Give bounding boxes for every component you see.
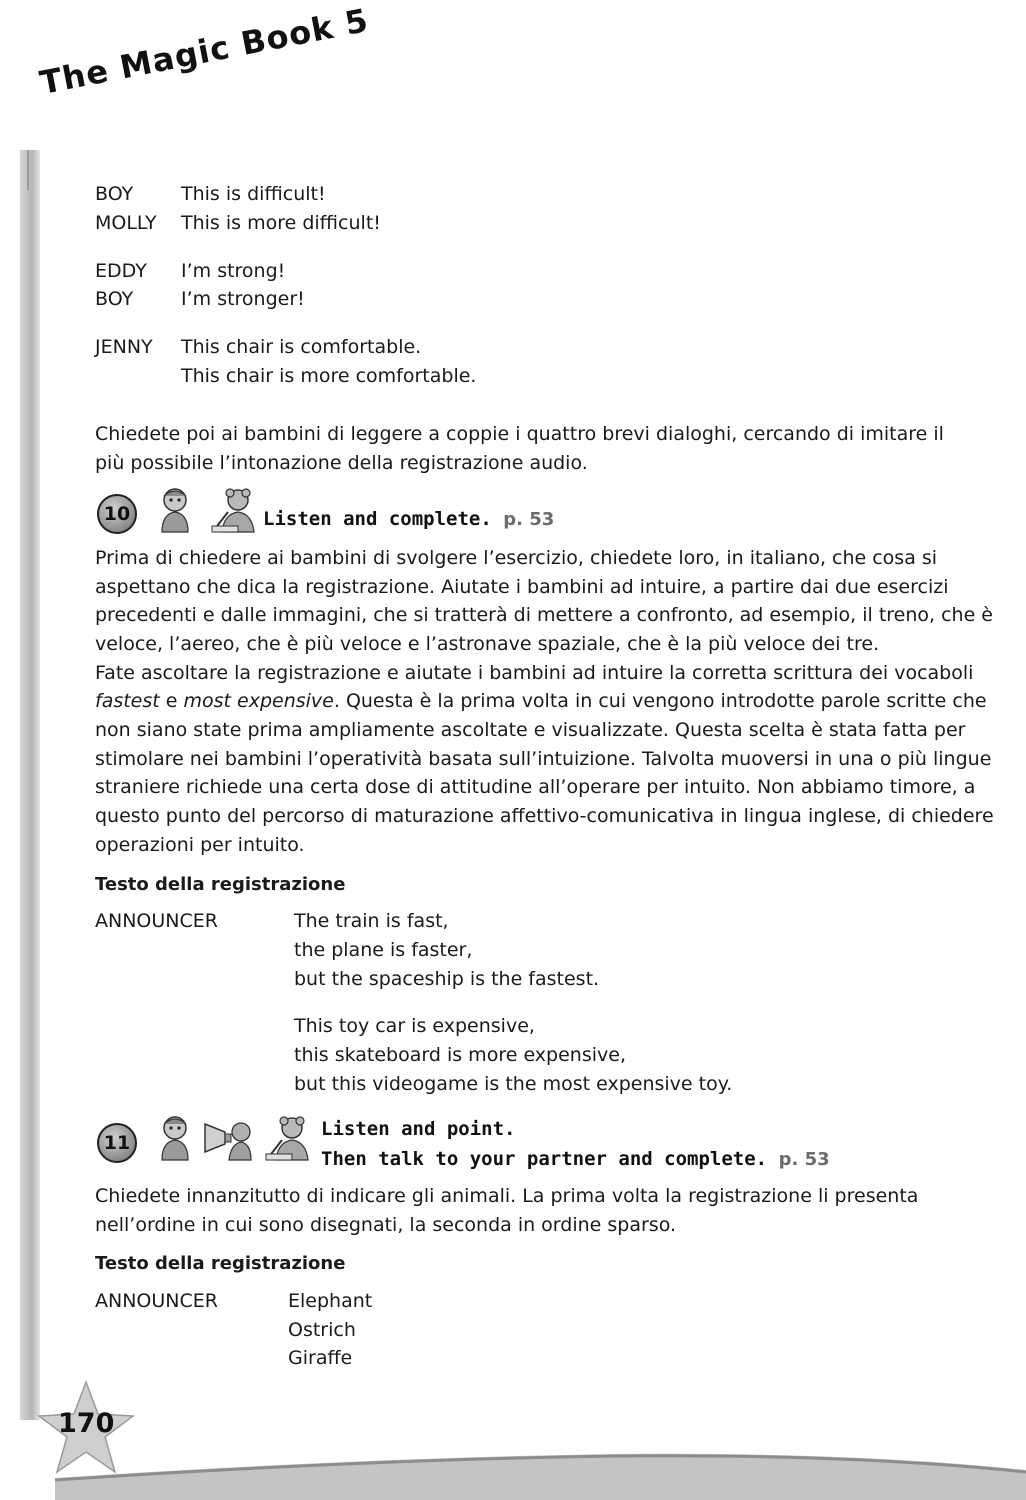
page-reference: p. 53 [778, 1149, 830, 1170]
paragraph-line: veloce, l’aereo, che è più veloce e l’astronave spaziale, che è la più veloce dei tre. [95, 633, 880, 655]
transcript-line: Ostrich [288, 1319, 356, 1341]
exercise-title-text: Listen and complete. [263, 508, 492, 530]
writing-bear-icon [262, 1114, 312, 1162]
paragraph-line: Prima di chiedere ai bambini di svolgere l’esercizio, chiedete loro, in italiano, che cosa si [95, 547, 938, 569]
paragraph-line: Fate ascoltare la registrazione e aiutate i bambini ad intuire la corretta scrittura dei vocaboli [95, 662, 974, 684]
listen-bear-icon [150, 1114, 200, 1162]
paragraph-line: non siano state prima ampliamente ascoltate e visualizzate. Questa scelta è stata fatta per [95, 719, 966, 741]
transcript-line: Elephant [288, 1290, 373, 1312]
italic-word: most expensive [183, 690, 334, 712]
transcript-line: This toy car is expensive, [294, 1015, 535, 1037]
text-span: e [159, 690, 184, 712]
book-title: The Magic Book 5 [36, 0, 372, 102]
paragraph-line: nell’ordine in cui sono disegnati, la seconda in ordine sparso. [95, 1214, 677, 1236]
paragraph-line: questo punto del percorso di maturazione affettivo-comunicativa in lingua inglese, di chiedere [95, 805, 994, 827]
italic-word: fastest [95, 690, 160, 712]
megaphone-bear-icon [203, 1114, 253, 1162]
paragraph-line: stimolare nei bambini l’operatività basata sull’intuizione. Talvolta muoversi in una o più lingue [95, 748, 992, 770]
speaker: ANNOUNCER [95, 1290, 218, 1312]
paragraph-line: precedenti e dalle immagini, che si tratterà di mettere a confronto, ad esempio, il treno, che è [95, 604, 994, 626]
listen-bear-icon [150, 486, 200, 534]
dialogue-line: This chair is more comfortable. [181, 365, 477, 387]
transcript-line: this skateboard is more expensive, [294, 1044, 626, 1066]
dialogue-line: I’m stronger! [181, 288, 305, 310]
transcript-line: The train is fast, [294, 910, 449, 932]
page-number: 170 [58, 1408, 115, 1439]
page-reference: p. 53 [503, 509, 555, 530]
dialogue-line: This is difficult! [181, 183, 326, 205]
dialogue-line: I’m strong! [181, 260, 286, 282]
exercise-title [263, 505, 554, 534]
paragraph-line: straniere richiede una certa dose di attitudine all’operare per intuito. Non abbiamo timore, a [95, 776, 976, 798]
exercise-title: Listen and point. [321, 1118, 516, 1140]
paragraph-line: Chiedete innanzitutto di indicare gli animali. La prima volta la registrazione li presenta [95, 1185, 919, 1207]
paragraph-line [95, 687, 987, 716]
speaker: MOLLY [95, 212, 157, 234]
bottom-swoosh [55, 1440, 1026, 1500]
margin-tick [27, 150, 29, 190]
transcript-heading: Testo della registrazione [95, 874, 346, 895]
left-margin-bar [20, 150, 40, 1420]
transcript-heading: Testo della registrazione [95, 1253, 346, 1274]
exercise-number-badge: 11 [97, 1123, 137, 1163]
dialogue-line: This is more difficult! [181, 212, 381, 234]
dialogue-line: This chair is comfortable. [181, 336, 422, 358]
transcript-line: but this videogame is the most expensive toy. [294, 1073, 733, 1095]
speaker: BOY [95, 183, 134, 205]
speaker: JENNY [95, 336, 153, 358]
instruction-paragraph: Chiedete poi ai bambini di leggere a coppie i quattro brevi dialoghi, cercando di imitare il più possibile l’intonazione della registrazione audio. [95, 423, 944, 474]
paragraph-line: operazioni per intuito. [95, 834, 305, 856]
speaker: BOY [95, 288, 134, 310]
transcript-line: the plane is faster, [294, 939, 473, 961]
speaker: ANNOUNCER [95, 910, 218, 932]
paragraph-line: aspettano che dica la registrazione. Aiutate i bambini ad intuire, a partire dai due esercizi [95, 576, 949, 598]
writing-bear-icon [208, 486, 258, 534]
speaker: EDDY [95, 260, 147, 282]
exercise-number-badge: 10 [97, 494, 137, 534]
exercise-title-line2 [321, 1145, 830, 1174]
text-span: . Questa è la prima volta in cui vengono introdotte parole scritte che [333, 690, 987, 712]
transcript-line: Giraffe [288, 1347, 353, 1369]
exercise-title-text: Then talk to your partner and complete. [321, 1148, 768, 1170]
transcript-line: but the spaceship is the fastest. [294, 968, 600, 990]
